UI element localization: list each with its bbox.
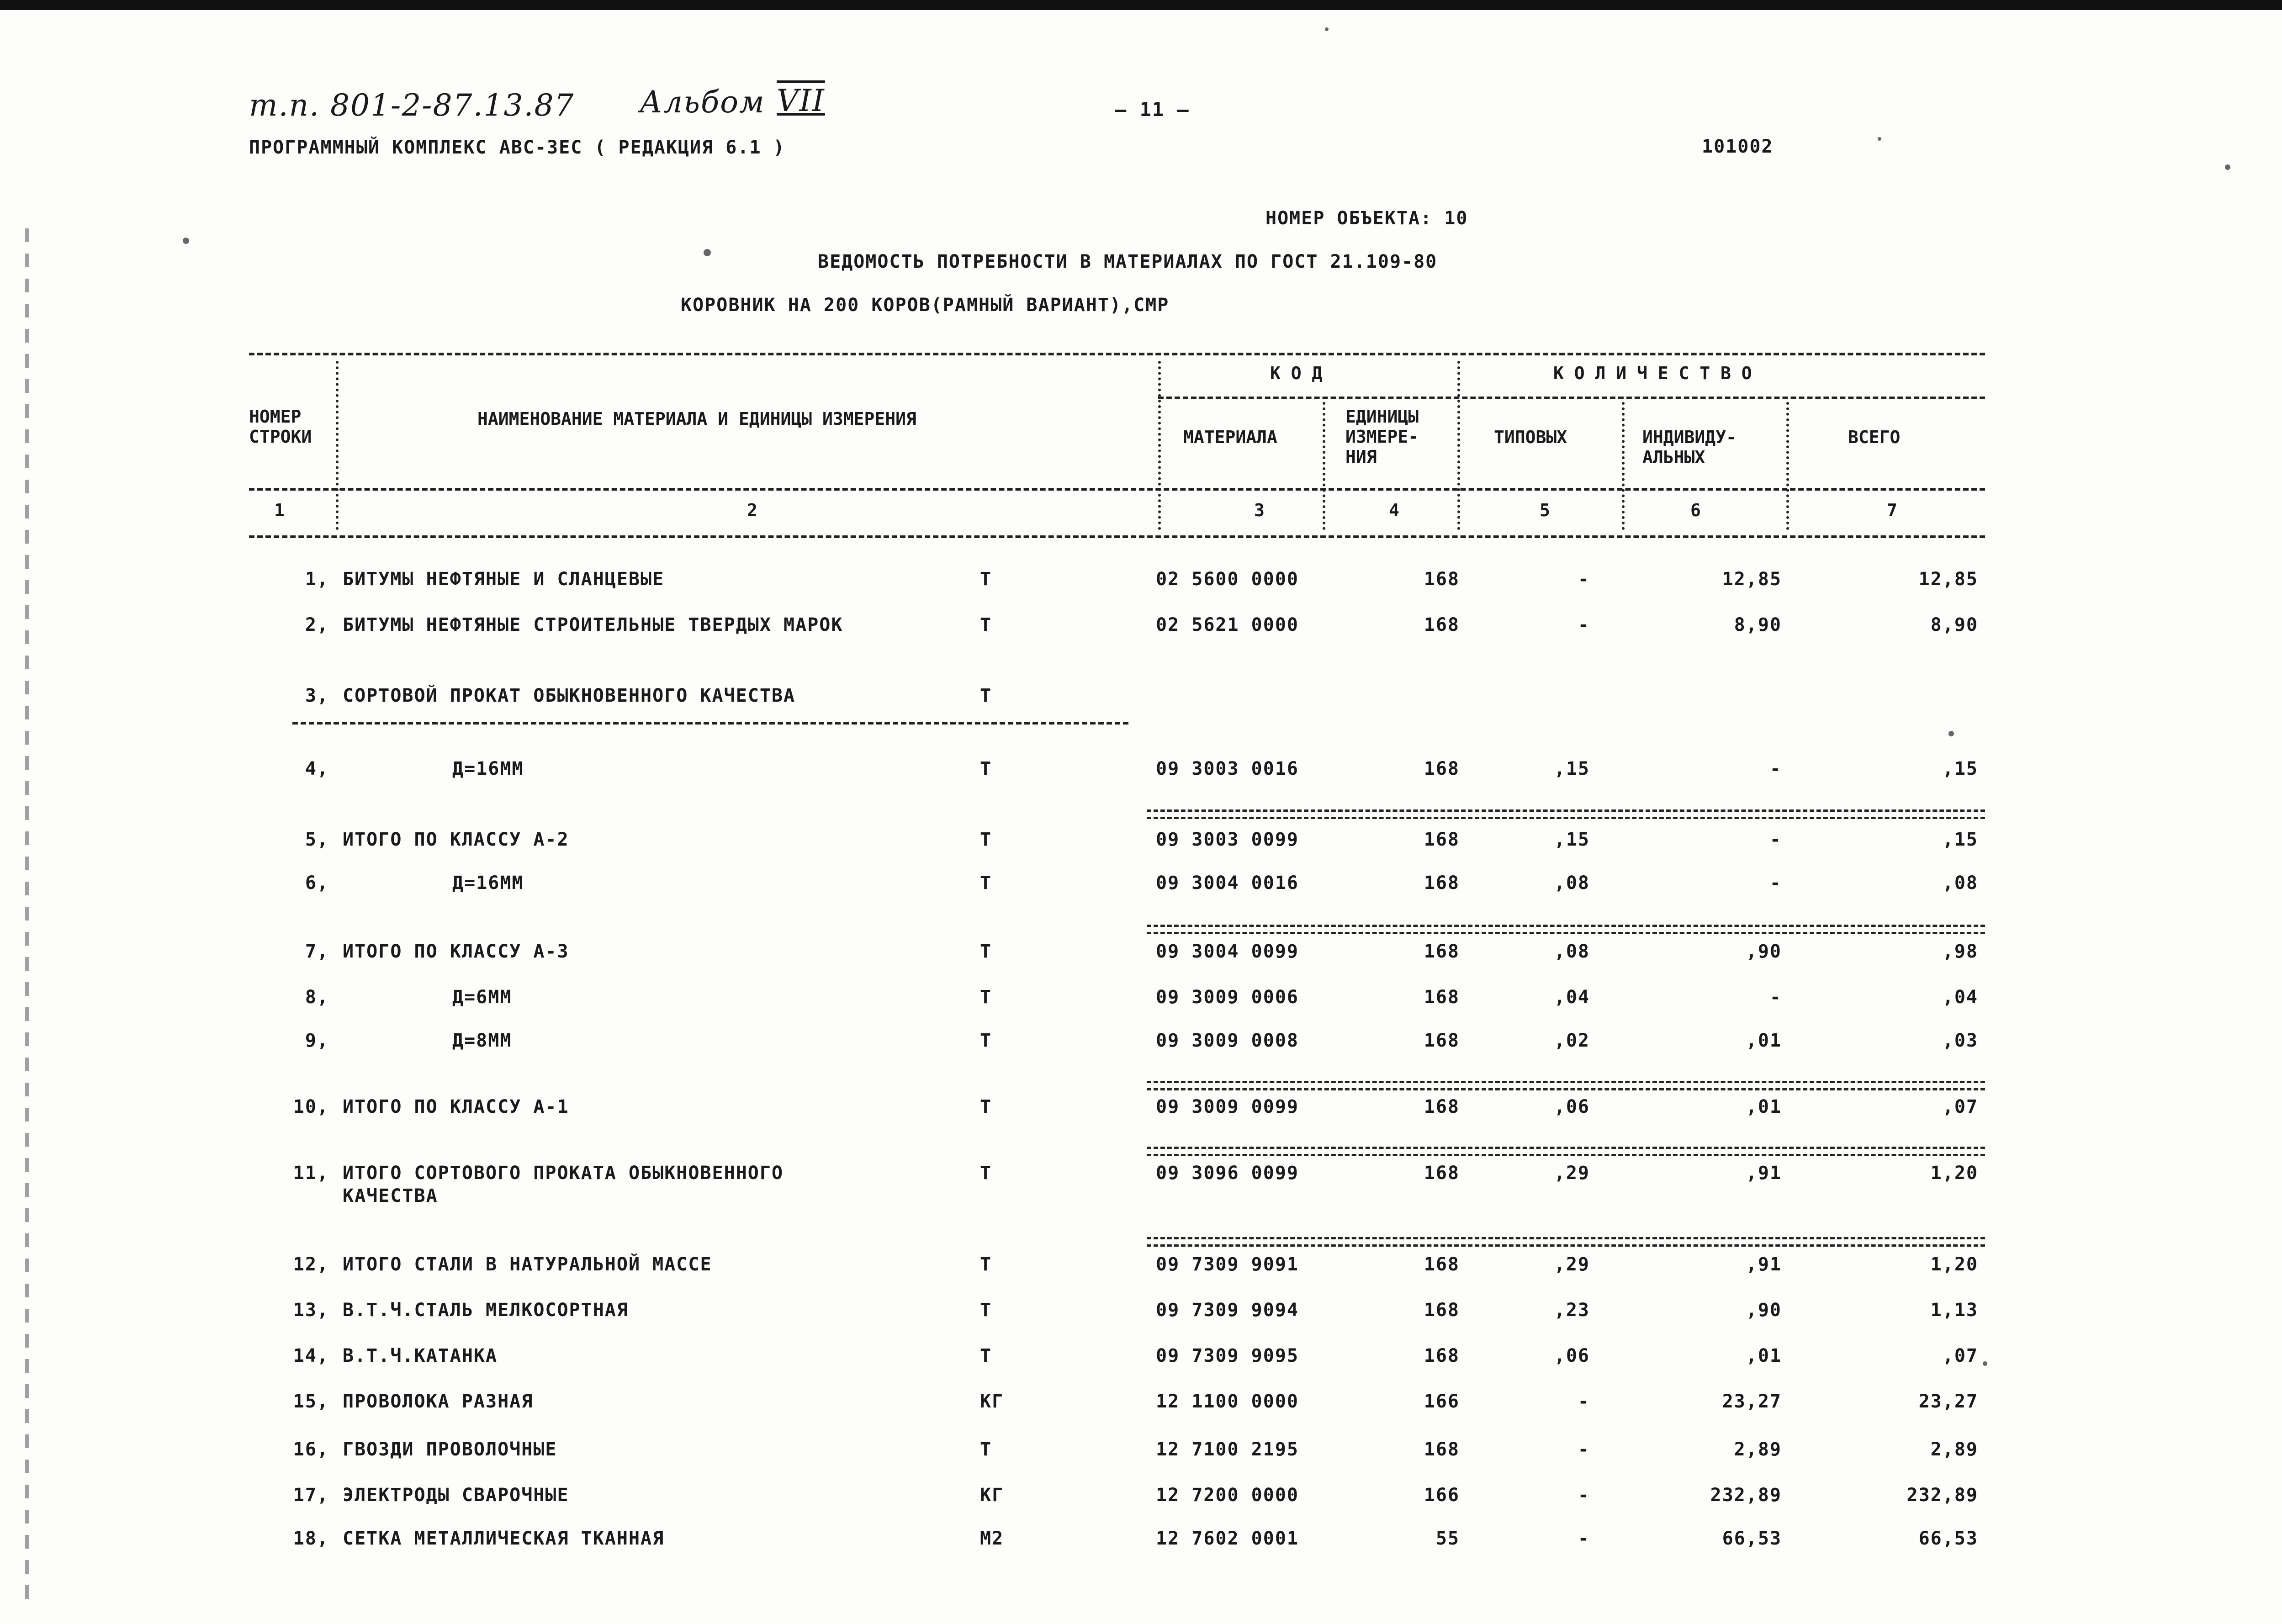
unit: Т xyxy=(980,614,992,635)
material-name: СОРТОВОЙ ПРОКАТ ОБЫКНОВЕННОГО КАЧЕСТВА xyxy=(343,685,796,706)
material-code: 09 7309 9094 xyxy=(1156,1300,1299,1321)
qty-typical: - xyxy=(1578,1528,1590,1549)
material-code: 09 3003 0099 xyxy=(1156,829,1299,850)
unit-code: 168 xyxy=(1424,1439,1460,1460)
qty-typical: ,08 xyxy=(1554,941,1590,962)
unit: Т xyxy=(980,987,992,1008)
qty-typical: ,06 xyxy=(1554,1345,1590,1366)
col-header-quantity-group: К О Л И Ч Е С Т В О xyxy=(1553,363,1752,383)
material-name: В.Т.Ч.СТАЛЬ МЕЛКОСОРТНАЯ xyxy=(343,1300,629,1321)
unit: Т xyxy=(980,941,992,962)
scan-speck xyxy=(1948,731,1954,736)
header-group-rule xyxy=(1158,397,1985,399)
row-number: 6, xyxy=(305,873,329,894)
scan-left-edge xyxy=(25,228,29,1599)
qty-individual: - xyxy=(1769,987,1782,1008)
scan-speck xyxy=(1325,27,1329,31)
scan-speck xyxy=(2225,164,2230,170)
scan-top-border xyxy=(0,0,2282,10)
row-number: 2, xyxy=(305,614,329,635)
colnum-bottom-rule xyxy=(249,535,1985,538)
material-name: ИТОГО СТАЛИ В НАТУРАЛЬНОЙ МАССЕ xyxy=(343,1254,712,1275)
unit: Т xyxy=(980,873,992,894)
unit-code: 168 xyxy=(1424,873,1460,894)
qty-individual: 8,90 xyxy=(1734,614,1782,635)
qty-individual: ,91 xyxy=(1746,1254,1782,1275)
qty-typical: ,04 xyxy=(1554,987,1590,1008)
qty-total: ,07 xyxy=(1942,1345,1978,1366)
qty-total: ,03 xyxy=(1942,1030,1978,1051)
material-name: В.Т.Ч.КАТАНКА xyxy=(343,1345,498,1366)
header-separator xyxy=(1786,402,1789,530)
scan-speck xyxy=(704,249,711,256)
qty-individual: ,90 xyxy=(1746,1300,1782,1321)
qty-total: 232,89 xyxy=(1906,1485,1978,1506)
unit-code: 168 xyxy=(1424,614,1460,635)
unit: Т xyxy=(980,1254,992,1275)
qty-total: 66,53 xyxy=(1918,1528,1978,1549)
unit-code: 168 xyxy=(1424,1163,1460,1184)
col-number: 1 xyxy=(274,500,285,520)
qty-total: 8,90 xyxy=(1930,614,1978,635)
material-code: 09 7309 9095 xyxy=(1156,1345,1299,1366)
material-name: Д=6ММ xyxy=(452,987,512,1008)
material-name: ИТОГО ПО КЛАССУ А-3 xyxy=(343,941,569,962)
qty-total: 2,89 xyxy=(1930,1439,1978,1460)
unit-code: 168 xyxy=(1424,1096,1460,1117)
row-number: 10, xyxy=(293,1096,329,1117)
qty-typical: - xyxy=(1578,1439,1590,1460)
qty-total: 23,27 xyxy=(1918,1391,1978,1412)
subtotal-rule xyxy=(1147,1237,1985,1247)
row-number: 9, xyxy=(305,1030,329,1051)
header-bottom-rule xyxy=(249,488,1985,491)
qty-individual: 232,89 xyxy=(1710,1485,1782,1506)
qty-individual: 66,53 xyxy=(1722,1528,1782,1549)
header-separator xyxy=(336,361,339,530)
unit-code: 168 xyxy=(1424,569,1460,590)
header-separator xyxy=(1158,361,1161,530)
qty-individual: - xyxy=(1769,829,1782,850)
material-code: 09 3009 0008 xyxy=(1156,1030,1299,1051)
qty-typical: - xyxy=(1578,1391,1590,1412)
qty-typical: ,23 xyxy=(1554,1300,1590,1321)
unit-code: 168 xyxy=(1424,941,1460,962)
qty-individual: 12,85 xyxy=(1722,569,1782,590)
qty-individual: 23,27 xyxy=(1722,1391,1782,1412)
scan-speck xyxy=(1983,1361,1987,1366)
qty-individual: ,01 xyxy=(1746,1345,1782,1366)
material-code: 02 5600 0000 xyxy=(1156,569,1299,590)
unit-code: 168 xyxy=(1424,987,1460,1008)
qty-total: ,07 xyxy=(1942,1096,1978,1117)
material-code: 12 7200 0000 xyxy=(1156,1485,1299,1506)
qty-typical: - xyxy=(1578,614,1590,635)
material-code: 09 3009 0099 xyxy=(1156,1096,1299,1117)
header-separator xyxy=(1323,402,1325,530)
col-number: 7 xyxy=(1887,500,1897,520)
material-name: ЭЛЕКТРОДЫ СВАРОЧНЫЕ xyxy=(343,1485,569,1506)
row-number: 14, xyxy=(293,1345,329,1366)
unit: Т xyxy=(980,758,992,779)
row-number: 3, xyxy=(305,685,329,706)
material-name: ИТОГО ПО КЛАССУ А-1 xyxy=(343,1096,569,1117)
unit: Т xyxy=(980,685,992,706)
unit: Т xyxy=(980,569,992,590)
qty-typical: - xyxy=(1578,569,1590,590)
row-number: 1, xyxy=(305,569,329,590)
qty-individual: - xyxy=(1769,758,1782,779)
col-header-typical: ТИПОВЫХ xyxy=(1494,427,1567,447)
qty-individual: 2,89 xyxy=(1734,1439,1782,1460)
header-separator xyxy=(1457,361,1460,530)
material-code: 09 3096 0099 xyxy=(1156,1163,1299,1184)
unit: Т xyxy=(980,1345,992,1366)
qty-typical: ,29 xyxy=(1554,1163,1590,1184)
material-code: 02 5621 0000 xyxy=(1156,614,1299,635)
subtotal-rule xyxy=(1147,925,1985,934)
qty-individual: ,91 xyxy=(1746,1163,1782,1184)
row-number: 4, xyxy=(305,758,329,779)
col-number: 4 xyxy=(1389,500,1399,520)
table-top-rule xyxy=(249,353,1985,355)
material-name: Д=16ММ xyxy=(452,873,524,894)
material-code: 12 1100 0000 xyxy=(1156,1391,1299,1412)
col-number: 6 xyxy=(1690,500,1701,520)
handwritten-album-label: Альбом xyxy=(640,85,765,120)
unit-code: 168 xyxy=(1424,829,1460,850)
unit-code: 168 xyxy=(1424,1345,1460,1366)
material-name: БИТУМЫ НЕФТЯНЫЕ И СЛАНЦЕВЫЕ xyxy=(343,569,665,590)
qty-total: ,98 xyxy=(1942,941,1978,962)
document-subtitle: КОРОВНИК НА 200 КОРОВ(РАМНЫЙ ВАРИАНТ),СМР xyxy=(681,295,1170,316)
row-number: 15, xyxy=(293,1391,329,1412)
object-number: НОМЕР ОБЪЕКТА: 10 xyxy=(1265,208,1468,229)
qty-total: ,04 xyxy=(1942,987,1978,1008)
qty-typical: ,02 xyxy=(1554,1030,1590,1051)
material-name: ИТОГО ПО КЛАССУ А-2 xyxy=(343,829,569,850)
unit: Т xyxy=(980,1439,992,1460)
subtotal-rule xyxy=(1147,809,1985,819)
material-code: 12 7100 2195 xyxy=(1156,1439,1299,1460)
material-code: 09 3009 0006 xyxy=(1156,987,1299,1008)
page-number: — 11 — xyxy=(1115,98,1190,121)
qty-typical: ,15 xyxy=(1554,758,1590,779)
material-code: 09 3004 0016 xyxy=(1156,873,1299,894)
material-name-continued: КАЧЕСТВА xyxy=(343,1185,438,1206)
col-header-unit-code: ЕДИНИЦЫ ИЗМЕРЕ- НИЯ xyxy=(1345,407,1419,467)
material-name: СЕТКА МЕТАЛЛИЧЕСКАЯ ТКАННАЯ xyxy=(343,1528,665,1549)
col-number: 5 xyxy=(1540,500,1550,520)
row-number: 7, xyxy=(305,941,329,962)
material-code: 12 7602 0001 xyxy=(1156,1528,1299,1549)
document-title: ВЕДОМОСТЬ ПОТРЕБНОСТИ В МАТЕРИАЛАХ ПО ГОСТ 21.109-80 xyxy=(818,251,1438,272)
row-number: 12, xyxy=(293,1254,329,1275)
row-number: 16, xyxy=(293,1439,329,1460)
qty-total: 12,85 xyxy=(1918,569,1978,590)
qty-typical: - xyxy=(1578,1485,1590,1506)
qty-total: ,08 xyxy=(1942,873,1978,894)
row-number: 18, xyxy=(293,1528,329,1549)
qty-typical: ,08 xyxy=(1554,873,1590,894)
row-number: 5, xyxy=(305,829,329,850)
qty-typical: ,06 xyxy=(1554,1096,1590,1117)
subtotal-rule xyxy=(1147,1147,1985,1156)
qty-individual: ,90 xyxy=(1746,941,1782,962)
row-number: 17, xyxy=(293,1485,329,1506)
col-header-row-number: НОМЕР СТРОКИ xyxy=(249,407,312,447)
unit-code: 55 xyxy=(1435,1528,1460,1549)
qty-typical: ,15 xyxy=(1554,829,1590,850)
document-code: 101002 xyxy=(1702,136,1774,157)
unit-code: 168 xyxy=(1424,1254,1460,1275)
material-code: 09 3003 0016 xyxy=(1156,758,1299,779)
qty-total: 1,20 xyxy=(1930,1163,1978,1184)
unit: КГ xyxy=(980,1391,1004,1412)
qty-total: ,15 xyxy=(1942,758,1978,779)
qty-individual: ,01 xyxy=(1746,1030,1782,1051)
unit: Т xyxy=(980,1030,992,1051)
unit: Т xyxy=(980,1096,992,1117)
material-name: ПРОВОЛОКА РАЗНАЯ xyxy=(343,1391,534,1412)
col-number: 3 xyxy=(1254,500,1265,520)
unit-code: 168 xyxy=(1424,1030,1460,1051)
unit: М2 xyxy=(980,1528,1004,1549)
row-number: 11, xyxy=(293,1163,329,1184)
col-number: 2 xyxy=(747,500,757,520)
scan-speck xyxy=(183,238,189,244)
unit: Т xyxy=(980,1163,992,1184)
header-separator xyxy=(1622,402,1625,530)
unit: Т xyxy=(980,829,992,850)
col-header-material: МАТЕРИАЛА xyxy=(1183,427,1277,447)
scan-speck xyxy=(1878,137,1881,141)
unit-code: 166 xyxy=(1424,1391,1460,1412)
unit-code: 168 xyxy=(1424,1300,1460,1321)
qty-individual: ,01 xyxy=(1746,1096,1782,1117)
col-header-individual: ИНДИВИДУ- АЛЬНЫХ xyxy=(1642,427,1737,467)
material-code: 09 3004 0099 xyxy=(1156,941,1299,962)
material-name: Д=16ММ xyxy=(452,758,524,779)
material-name: Д=8ММ xyxy=(452,1030,512,1051)
section-rule xyxy=(292,722,1128,725)
row-number: 13, xyxy=(293,1300,329,1321)
handwritten-project-number: т.п. 801-2-87.13.87 xyxy=(249,88,575,123)
subtotal-rule xyxy=(1147,1081,1985,1090)
qty-total: 1,13 xyxy=(1930,1300,1978,1321)
unit: Т xyxy=(980,1300,992,1321)
col-header-code-group: К О Д xyxy=(1270,363,1323,383)
col-header-name: НАИМЕНОВАНИЕ МАТЕРИАЛА И ЕДИНИЦЫ ИЗМЕРЕНИЯ xyxy=(477,409,916,429)
unit: КГ xyxy=(980,1485,1004,1506)
qty-total: 1,20 xyxy=(1930,1254,1978,1275)
handwritten-album-number: VII xyxy=(777,83,825,118)
material-name: БИТУМЫ НЕФТЯНЫЕ СТРОИТЕЛЬНЫЕ ТВЕРДЫХ МАРОК xyxy=(343,614,843,635)
qty-typical: ,29 xyxy=(1554,1254,1590,1275)
qty-individual: - xyxy=(1769,873,1782,894)
material-name: ГВОЗДИ ПРОВОЛОЧНЫЕ xyxy=(343,1439,557,1460)
col-header-total: ВСЕГО xyxy=(1848,427,1901,447)
unit-code: 166 xyxy=(1424,1485,1460,1506)
row-number: 8, xyxy=(305,987,329,1008)
material-code: 09 7309 9091 xyxy=(1156,1254,1299,1275)
program-line: ПРОГРАММНЫЙ КОМПЛЕКС АВС-3ЕС ( РЕДАКЦИЯ 6.1 ) xyxy=(249,137,785,158)
qty-total: ,15 xyxy=(1942,829,1978,850)
material-name: ИТОГО СОРТОВОГО ПРОКАТА ОБЫКНОВЕННОГО xyxy=(343,1163,784,1184)
unit-code: 168 xyxy=(1424,758,1460,779)
